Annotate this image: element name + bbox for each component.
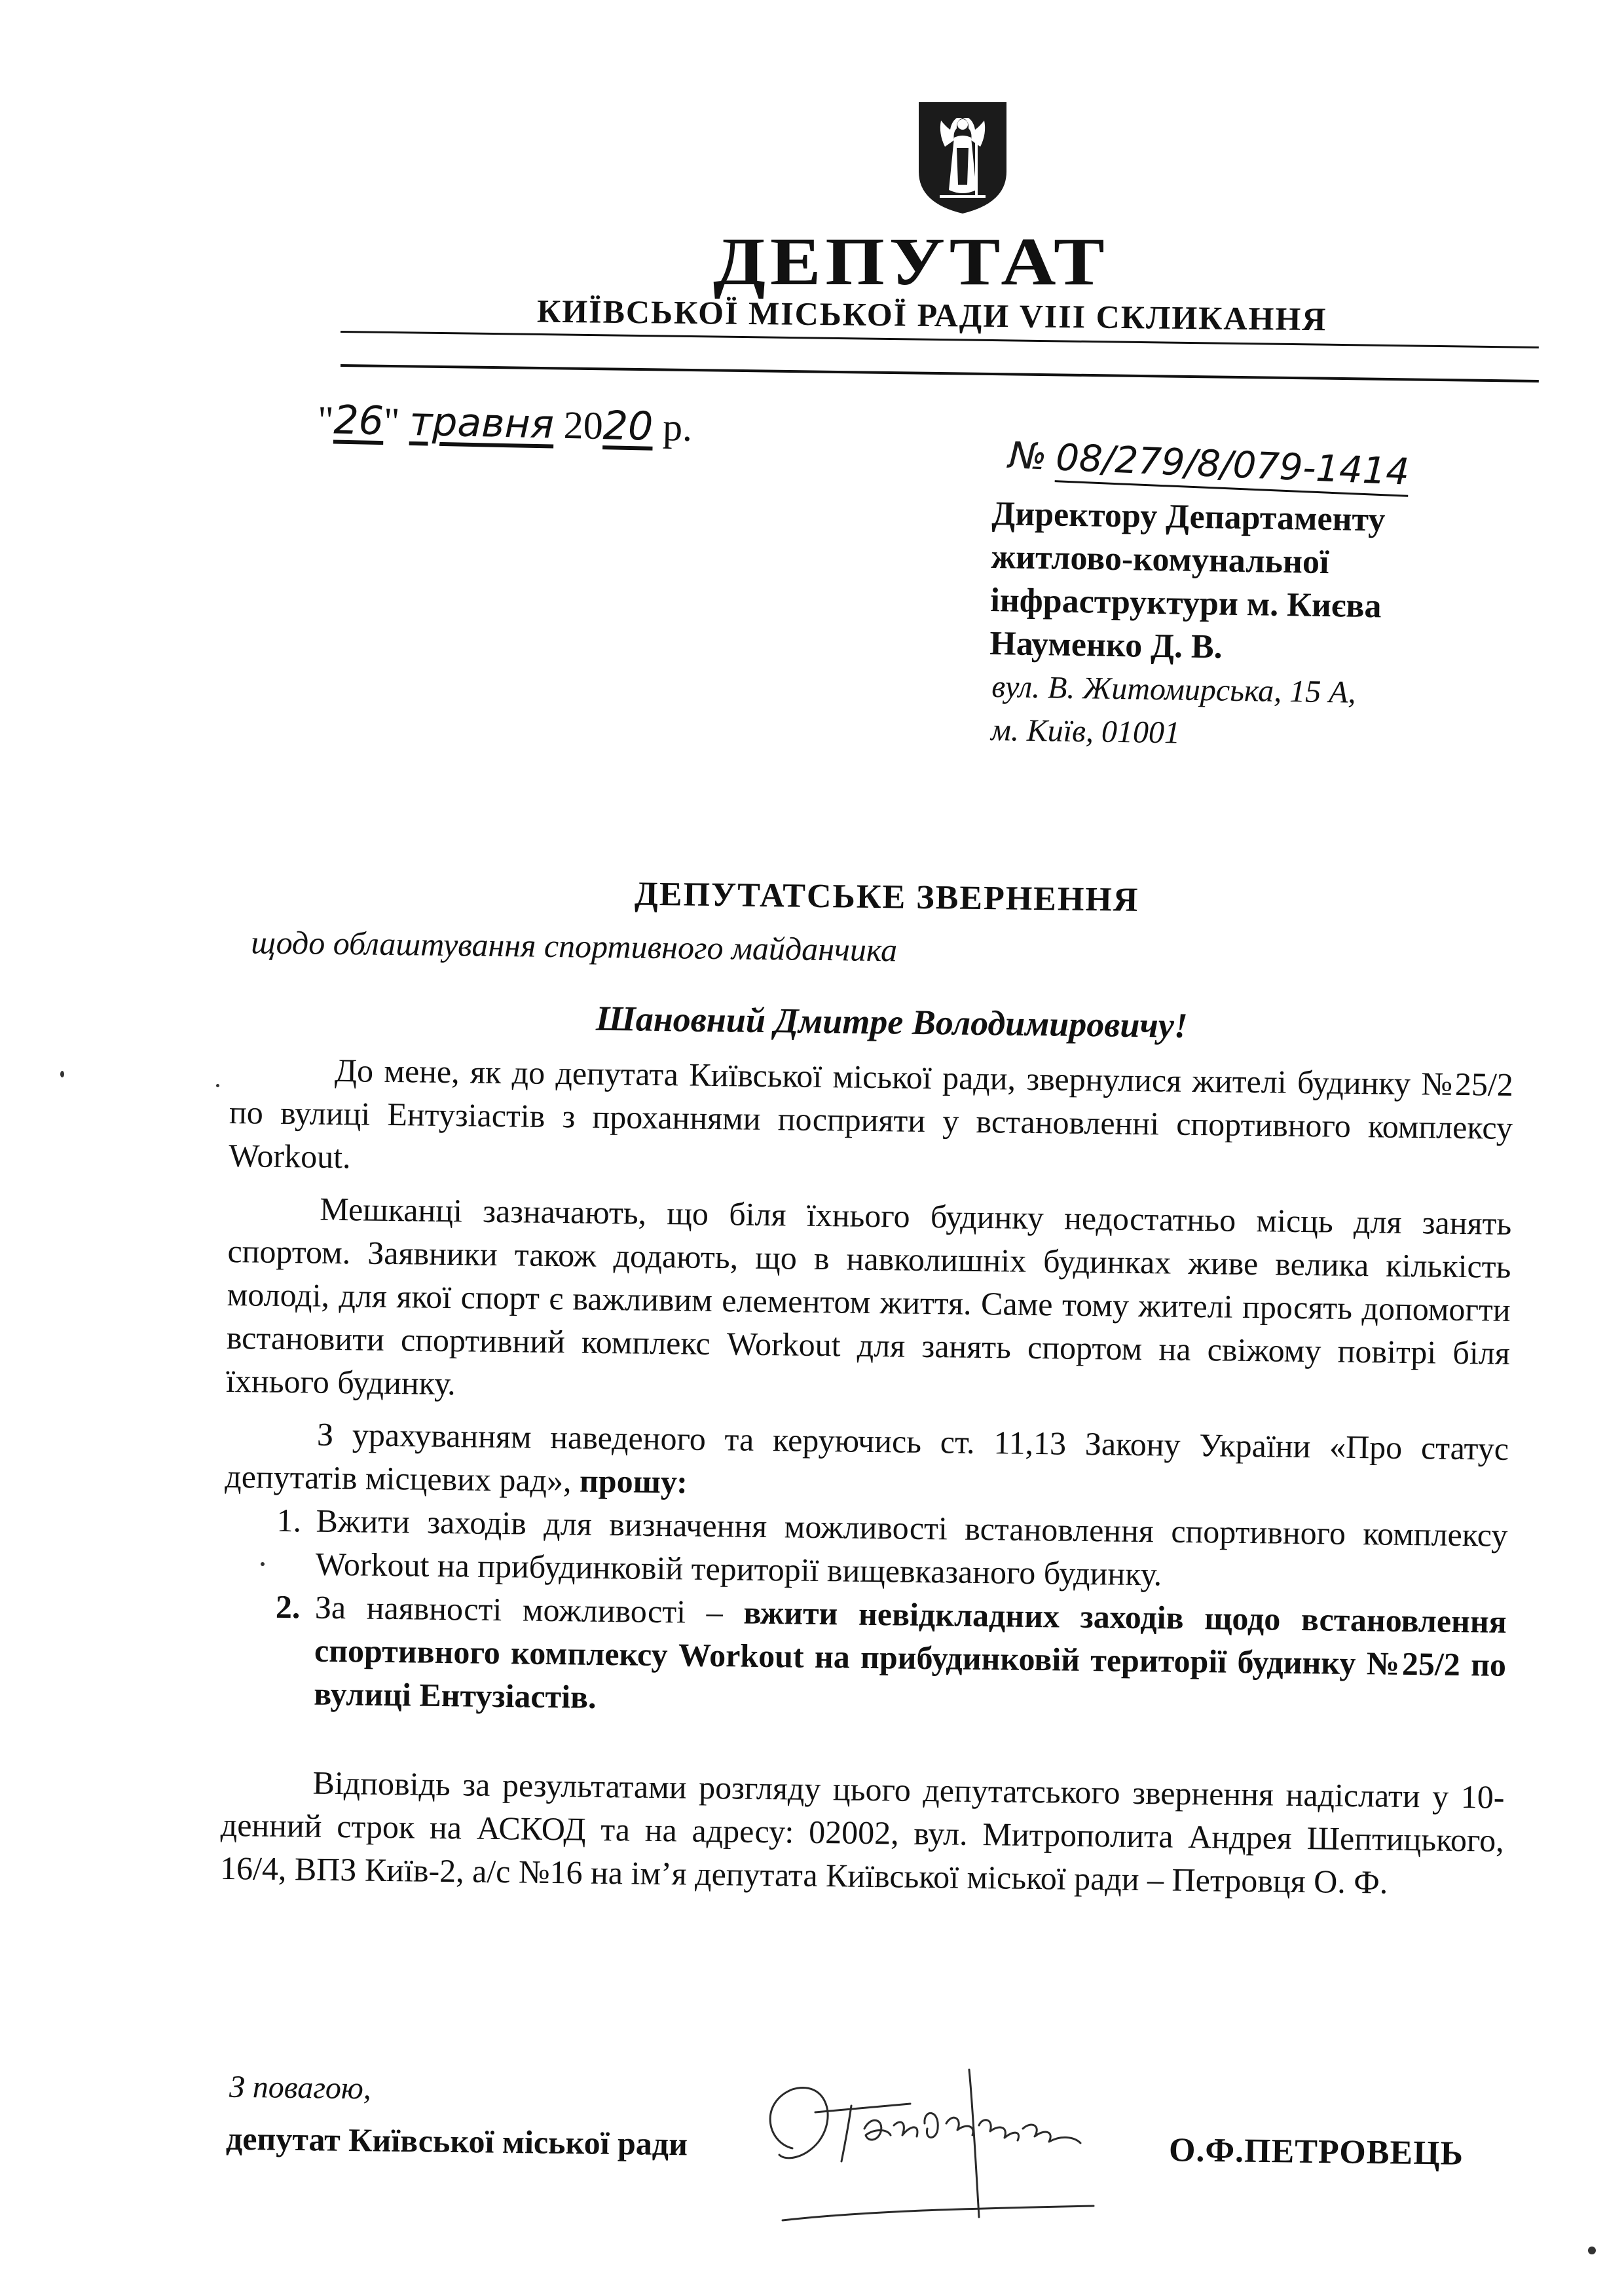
document-title: ДЕПУТАТСЬКЕ ЗВЕРНЕННЯ	[634, 875, 1139, 919]
date-line: "26" травня 2020 р.	[317, 397, 693, 450]
signer-role: депутат Київської міської ради	[225, 2119, 688, 2163]
paragraph-4: Відповідь за результатами розгляду цього депутатського звернення надіслати у 10-денний строк на АСКОД та на адресу: 02002, вул. Митрополита Андрея Шептицького, 16/4, ВПЗ Київ-2, а/с №16 на ім’я депутата Київської міської ради – Петровця О. Ф.	[219, 1764, 1505, 1901]
list-item-number: 1.	[276, 1501, 302, 1539]
salutation: Шановний Дмитре Володимировичу!	[595, 998, 1189, 1045]
list-item	[223, 1498, 1507, 1600]
letter-body	[220, 851, 1516, 1905]
date-year-suffix: 20	[602, 403, 654, 450]
document-subject: щодо облаштування спортивного майданчика	[250, 924, 898, 969]
closing: З повагою,	[229, 2069, 372, 2106]
date-month: травня	[409, 398, 555, 448]
paragraph-3: З урахуванням наведеного та керуючись ст. 11,13 Закону України «Про статус депутатів місцевих рад», прошу:	[225, 1415, 1509, 1501]
addressee-block	[988, 493, 1529, 760]
list-item	[222, 1584, 1507, 1730]
request-list	[222, 1498, 1508, 1730]
registration-number	[1008, 434, 1410, 494]
handwritten-signature	[753, 2063, 1120, 2240]
addressee-line-2: житлово-комунальної	[991, 538, 1329, 582]
addressee-line-1: Директору Департаменту	[991, 494, 1386, 539]
addressee-name: Науменко Д. В.	[989, 624, 1223, 666]
paragraph-1: До мене, як до депутата Київської міської ради, звернулися жителі будинку №25/2 по вулиці Ентузіастів з проханнями посприяти у встановленні спортивного комплексу Workout.	[228, 1051, 1514, 1176]
signer-name: О.Ф.ПЕТРОВЕЦЬ	[1168, 2131, 1464, 2173]
scan-speck	[60, 1071, 64, 1077]
date-year-prefix: 20	[563, 403, 604, 448]
paragraph-2: Мешканці зазначають, що біля їхнього будинку недостатньо місць для занять спортом. Заявники також додають, що в навколишніх будинках живе велика кількість молоді, для якої спорт є важливим елементом життя. Саме тому жителі просять допомогти встановити спортивний комплекс Workout для занять спортом на свіжому повітрі біля їхнього будинку.	[225, 1190, 1512, 1402]
list-item-text: За наявності можливості –	[314, 1588, 724, 1631]
scan-speck	[1588, 2247, 1596, 2254]
list-item-emphasis: вжити невідкладних заходів щодо встановлення спортивного комплексу Workout на прибудинковій території будинку №25/2 по вулиці Ентузіастів.	[313, 1594, 1507, 1715]
date-year-mark: р.	[662, 405, 693, 449]
scan-speck	[261, 1562, 265, 1566]
paragraph-3-text: З урахуванням наведеного та керуючись ст. 11,13 Закону України «Про статус депутатів місцевих рад»,	[225, 1415, 1509, 1499]
addressee-address-2: м. Київ, 01001	[990, 713, 1181, 751]
addressee-line-3: інфраструктури м. Києва	[989, 581, 1382, 625]
scan-speck	[216, 1084, 219, 1087]
list-item-number: 2.	[275, 1588, 301, 1626]
addressee-address-1: вул. В. Житомирська, 15 А,	[991, 669, 1356, 710]
list-item-text: Вжити заходів для визначення можливості встановлення спортивного комплексу Workout на прибудинковій території вищевказаного будинку.	[315, 1502, 1508, 1593]
letterhead-rule-bottom	[341, 364, 1539, 382]
paragraph-3-request: прошу	[579, 1462, 677, 1501]
registration-value: 08/279/8/079-1414	[1055, 436, 1410, 497]
date-day: 26	[333, 397, 384, 445]
registration-prefix: №	[1007, 434, 1048, 479]
kyiv-coat-of-arms-icon	[913, 98, 1012, 216]
letterhead-title: ДЕПУТАТ	[712, 224, 1109, 299]
letterhead-subtitle: КИЇВСЬКОЇ МІСЬКОЇ РАДИ VIII СКЛИКАННЯ	[536, 292, 1327, 338]
